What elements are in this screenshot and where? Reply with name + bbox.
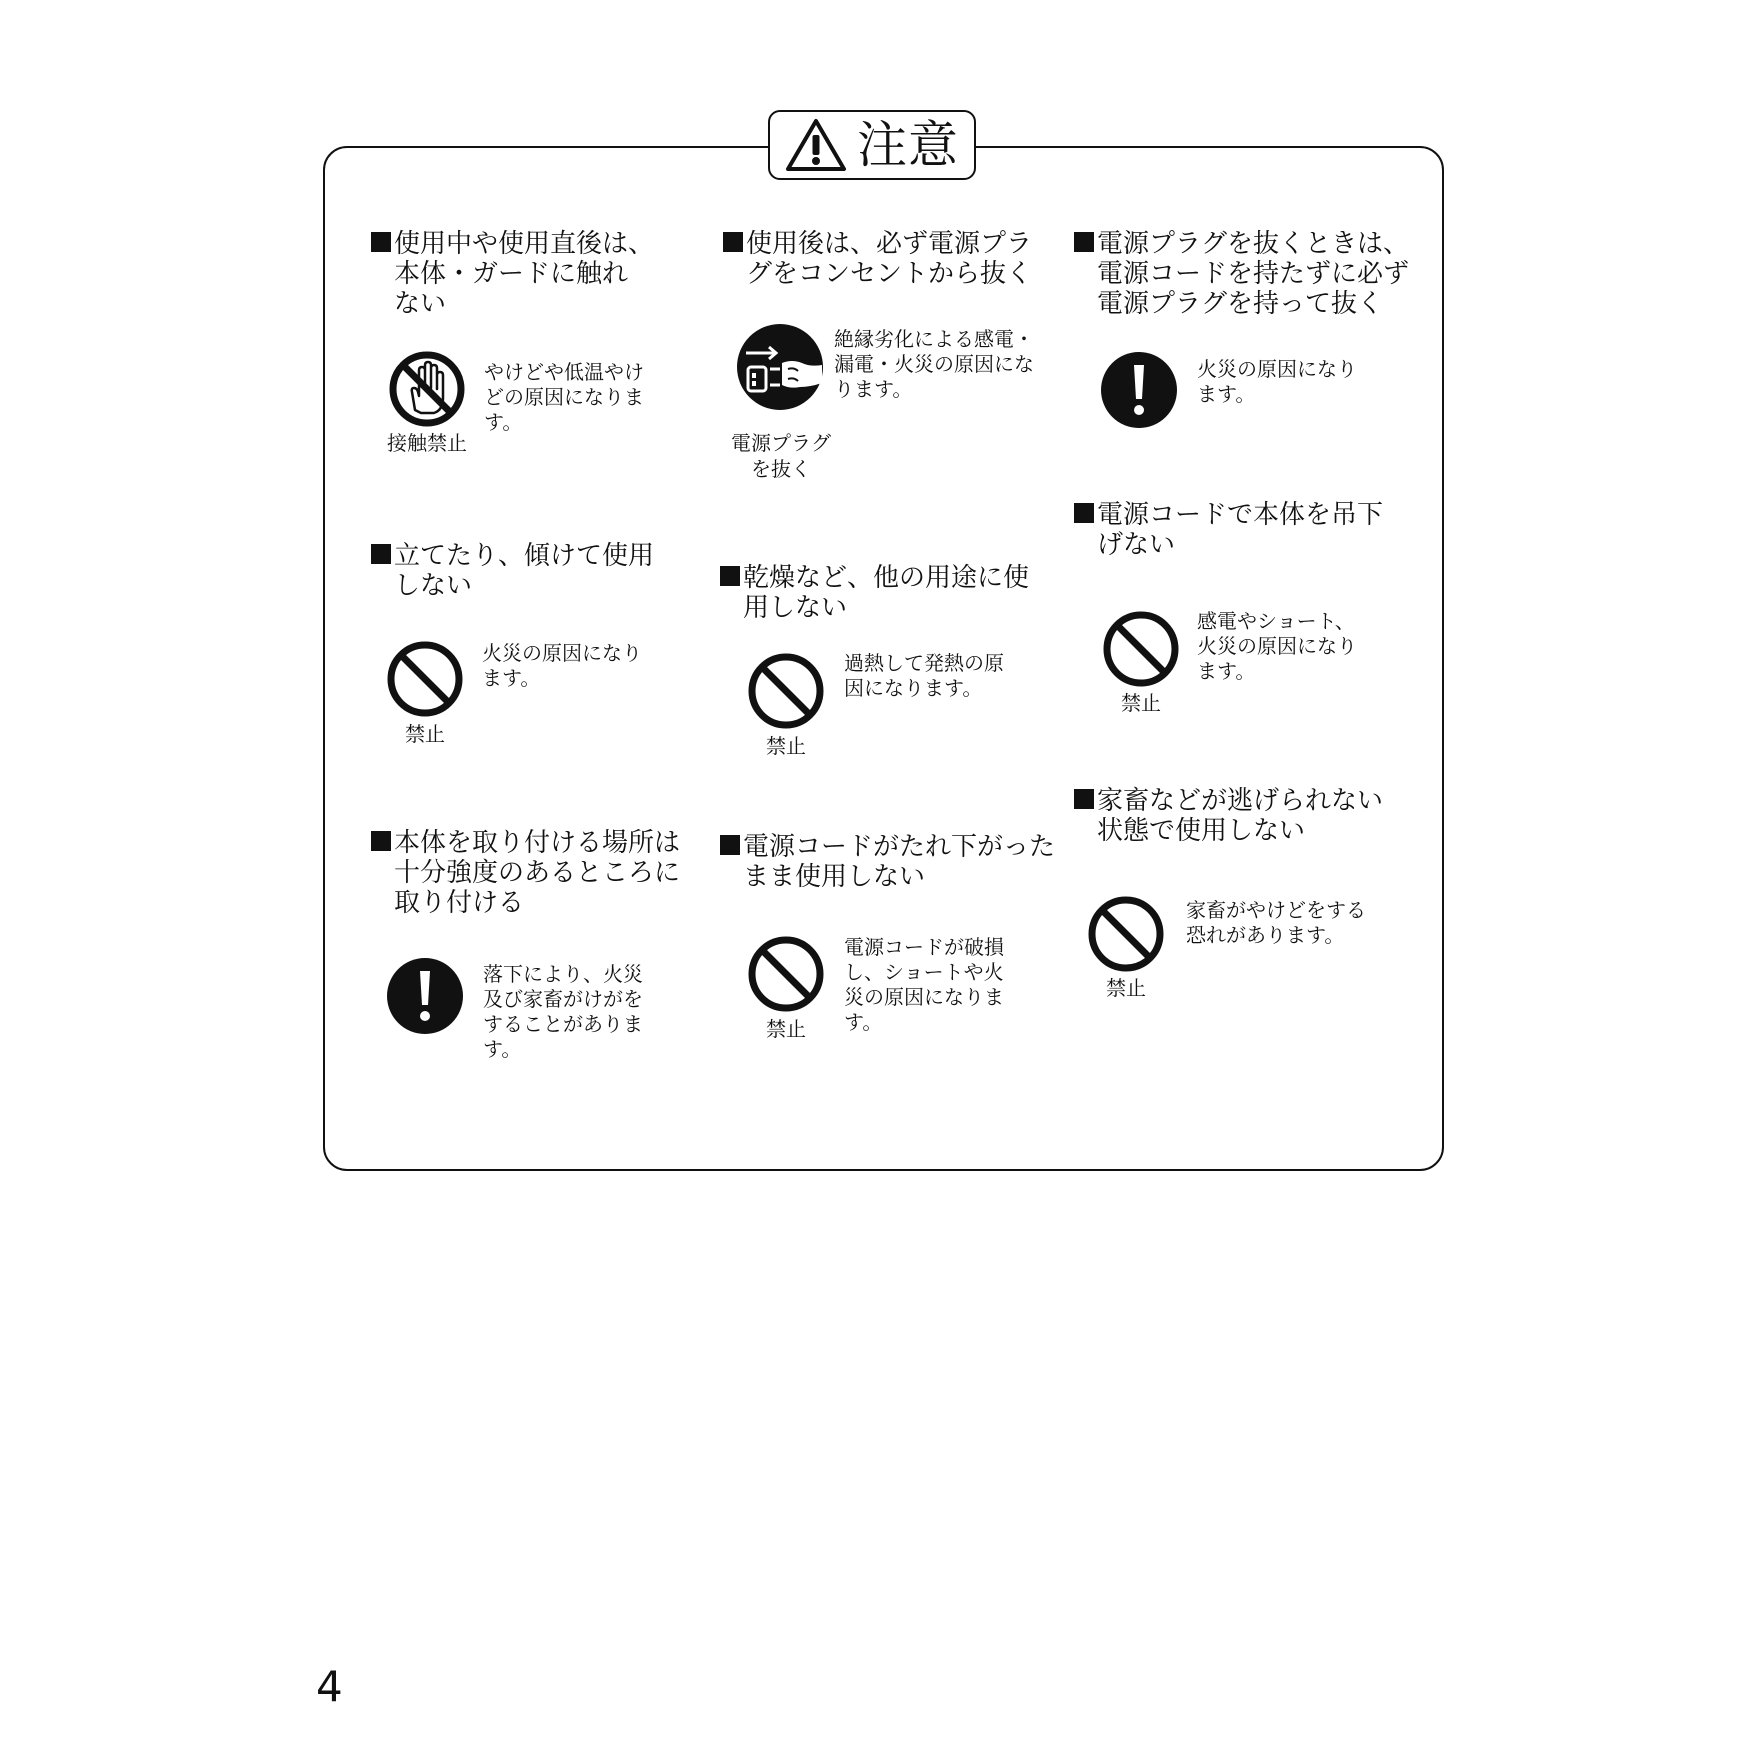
heading-line: 十分強度のあるところに [394, 858, 681, 888]
caution-description [482, 641, 642, 691]
desc-line: 漏電・火災の原因にな [834, 352, 1034, 376]
desc-line: 家畜がやけどをする [1186, 898, 1366, 922]
warning-triangle-icon [785, 118, 847, 172]
bullet-square-icon [1074, 232, 1094, 252]
caution-heading [720, 563, 1029, 623]
caution-description [1197, 609, 1357, 684]
prohibition-icon [747, 652, 825, 730]
label-line: 電源プラグ [731, 431, 831, 455]
icon-label [720, 430, 842, 482]
caution-heading [720, 832, 1055, 892]
caution-heading [371, 541, 654, 601]
caution-description [834, 327, 1034, 402]
caution-description [844, 651, 1004, 701]
desc-line: どの原因になりま [484, 385, 644, 409]
desc-line: 電源コードが破損 [844, 935, 1004, 959]
icon-label: 禁止 [766, 734, 806, 758]
caution-description [484, 360, 644, 435]
desc-line: す。 [484, 410, 523, 434]
heading-line: 家畜などが逃げられない [1097, 786, 1384, 816]
bullet-square-icon [371, 831, 391, 851]
heading-line: しない [394, 571, 473, 601]
no-touch-icon [388, 350, 466, 428]
heading-line: 乾燥など、他の用途に使 [743, 563, 1030, 593]
desc-line: 過熱して発熱の原 [844, 651, 1004, 675]
desc-line: ります。 [834, 377, 913, 401]
desc-line: ます。 [482, 666, 541, 690]
desc-line: 火災の原因になり [1197, 357, 1357, 381]
heading-line: 電源コードがたれ下がった [743, 832, 1056, 862]
desc-line: することがありま [483, 1012, 643, 1036]
unplug-icon [736, 323, 824, 411]
bullet-square-icon [1074, 503, 1094, 523]
bullet-square-icon [1074, 789, 1094, 809]
caution-description [844, 935, 1004, 1035]
prohibition-icon [747, 935, 825, 1013]
icon-label: 禁止 [766, 1017, 806, 1041]
desc-line: 及び家畜がけがを [483, 987, 643, 1011]
exclamation-icon [1100, 351, 1178, 429]
desc-line: 火災の原因になり [1197, 634, 1357, 658]
label-line: を抜く [751, 457, 811, 481]
desc-line: 火災の原因になり [482, 641, 642, 665]
caution-heading [1074, 500, 1383, 560]
heading-line: 立てたり、傾けて使用 [394, 541, 655, 571]
exclamation-icon [386, 957, 464, 1035]
caution-heading [371, 229, 654, 319]
heading-line: ない [394, 289, 447, 319]
heading-line: グをコンセントから抜く [746, 259, 1033, 289]
heading-line: げない [1097, 530, 1176, 560]
icon-label: 禁止 [1121, 691, 1161, 715]
desc-line: す。 [483, 1037, 522, 1061]
prohibition-icon [386, 640, 464, 718]
heading-line: 本体・ガードに触れ [394, 259, 629, 289]
desc-line: 災の原因になりま [844, 985, 1004, 1009]
heading-line: 取り付ける [394, 888, 525, 918]
desc-line: し、ショートや火 [844, 960, 1004, 984]
desc-line: す。 [844, 1010, 883, 1034]
heading-line: 電源プラグを抜くときは、 [1097, 229, 1410, 259]
caution-heading [723, 229, 1032, 289]
desc-line: やけどや低温やけ [484, 360, 644, 384]
desc-line: 恐れがあります。 [1186, 923, 1345, 947]
caution-heading [1074, 786, 1383, 846]
heading-line: 用しない [743, 593, 848, 623]
desc-line: 絶縁劣化による感電・ [834, 327, 1034, 351]
heading-line: 電源コードで本体を吊下 [1097, 500, 1384, 530]
page-number: 4 [316, 1662, 343, 1711]
icon-label: 禁止 [1106, 976, 1146, 1000]
caution-description [1197, 357, 1357, 407]
heading-line: 電源プラグを持って抜く [1097, 289, 1384, 319]
desc-line: 落下により、火災 [483, 962, 643, 986]
prohibition-icon [1087, 895, 1165, 973]
bullet-square-icon [371, 232, 391, 252]
desc-line: ます。 [1197, 659, 1256, 683]
bullet-square-icon [720, 566, 740, 586]
bullet-square-icon [723, 232, 743, 252]
heading-line: 使用中や使用直後は、 [394, 229, 655, 259]
page-title: 注意 [857, 116, 959, 174]
icon-label: 禁止 [405, 722, 445, 746]
icon-label: 接触禁止 [387, 431, 467, 455]
heading-line: 状態で使用しない [1097, 816, 1306, 846]
desc-line: 因になります。 [844, 676, 983, 700]
caution-title-badge [768, 110, 976, 180]
heading-line: まま使用しない [743, 862, 926, 892]
prohibition-icon [1102, 610, 1180, 688]
caution-heading [371, 828, 680, 918]
desc-line: ます。 [1197, 382, 1256, 406]
heading-line: 本体を取り付ける場所は [394, 828, 681, 858]
caution-description [483, 962, 643, 1062]
bullet-square-icon [371, 544, 391, 564]
bullet-square-icon [720, 835, 740, 855]
heading-line: 電源コードを持たずに必ず [1097, 259, 1410, 289]
caution-description [1186, 898, 1366, 948]
heading-line: 使用後は、必ず電源プラ [746, 229, 1033, 259]
caution-heading [1074, 229, 1409, 319]
desc-line: 感電やショート、 [1197, 609, 1355, 633]
